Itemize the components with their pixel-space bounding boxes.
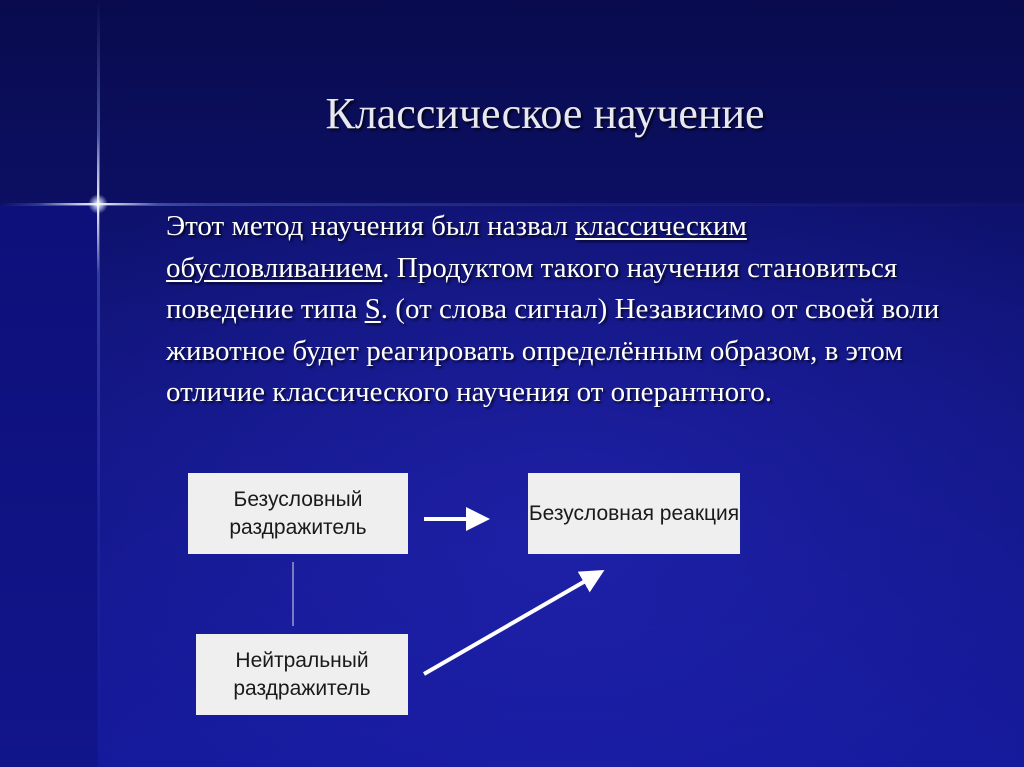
- term-classical-conditioning: классическим обусловливанием: [166, 210, 747, 284]
- node-neutral-stimulus-label: Нейтральный раздражитель: [233, 648, 371, 700]
- paragraph-part-1: Этот метод научения был назвал: [166, 210, 576, 242]
- node-neutral-stimulus: [196, 634, 408, 715]
- left-band: [0, 205, 98, 767]
- node-unconditioned-stimulus-label: Безусловный раздражитель: [229, 487, 367, 539]
- paragraph-part-3: . (от слова сигнал) Независимо от своей воли животное будет реагировать определённым образом, в этом отличие классического научения от оперантного.: [166, 293, 940, 408]
- node-unconditioned-response: [528, 473, 740, 554]
- slide-title: Классическое научение: [325, 89, 765, 138]
- paragraph-part-2: . Продуктом такого научения становиться поведение типа: [166, 251, 898, 325]
- slide-body-text: [166, 206, 966, 414]
- arrow-neutral-to-response: [424, 572, 601, 674]
- vertical-glow-line: [97, 0, 100, 767]
- behavior-type-letter: S: [364, 293, 381, 325]
- node-unconditioned-response-label: Безусловная реакция: [528, 501, 740, 525]
- node-unconditioned-stimulus: [188, 473, 408, 554]
